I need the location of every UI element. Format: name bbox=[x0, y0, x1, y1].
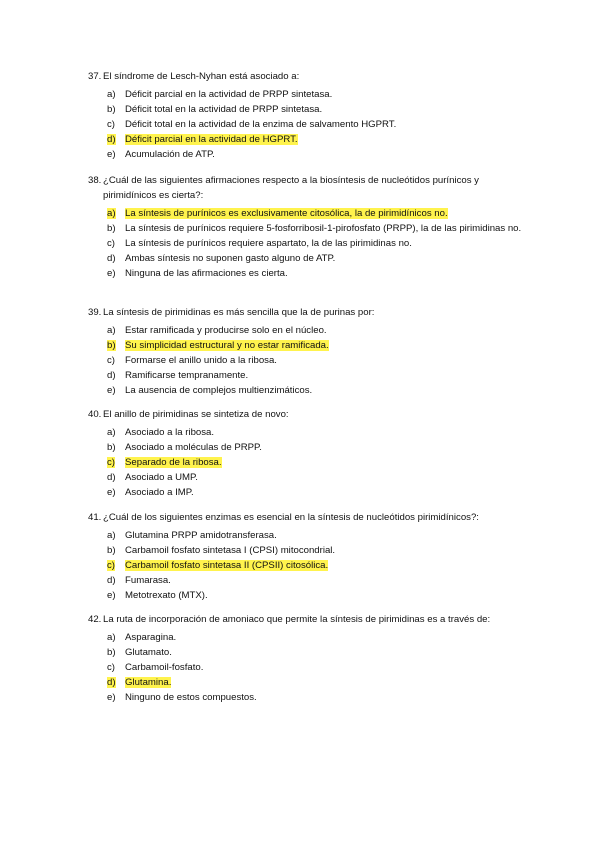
option-letter: d) bbox=[107, 134, 116, 145]
option-d bbox=[107, 573, 528, 588]
options-list bbox=[88, 206, 528, 281]
option-letter: b) bbox=[107, 340, 116, 351]
option-letter: e) bbox=[107, 385, 116, 396]
option-text: Déficit parcial en la actividad de PRPP sintetasa. bbox=[125, 89, 333, 100]
option-text: Asociado a UMP. bbox=[125, 472, 198, 483]
option-letter: b) bbox=[107, 223, 116, 234]
option-letter: b) bbox=[107, 545, 116, 556]
question-38 bbox=[88, 173, 528, 281]
option-letter: d) bbox=[107, 575, 116, 586]
option-e bbox=[107, 690, 528, 705]
option-d bbox=[107, 470, 528, 485]
option-letter: c) bbox=[107, 119, 115, 130]
option-letter: e) bbox=[107, 149, 116, 160]
option-b bbox=[107, 645, 528, 660]
option-letter: a) bbox=[107, 208, 116, 219]
option-text: Asociado a IMP. bbox=[125, 487, 194, 498]
option-b bbox=[107, 221, 528, 236]
option-text: Déficit total en la actividad de la enzima de salvamento HGPRT. bbox=[125, 119, 397, 130]
question-number: 38. bbox=[88, 175, 102, 186]
option-letter: e) bbox=[107, 268, 116, 279]
question-37 bbox=[88, 69, 528, 162]
option-e bbox=[107, 383, 528, 398]
option-text: Asparagina. bbox=[125, 632, 177, 643]
option-a bbox=[107, 87, 528, 102]
question-number: 40. bbox=[88, 409, 102, 420]
option-text: Déficit total en la actividad de PRPP sintetasa. bbox=[125, 104, 323, 115]
option-text: Ramificarse tempranamente. bbox=[125, 370, 249, 381]
options-list bbox=[88, 528, 528, 603]
question-number: 41. bbox=[88, 512, 102, 523]
option-letter: c) bbox=[107, 238, 115, 249]
option-letter: b) bbox=[107, 647, 116, 658]
option-letter: d) bbox=[107, 253, 116, 264]
option-c bbox=[107, 117, 528, 132]
option-e bbox=[107, 485, 528, 500]
question-text: ¿Cuál de los siguientes enzimas es esencial en la síntesis de nucleótidos pirimidínicos?: bbox=[103, 512, 479, 523]
options-list bbox=[88, 630, 528, 705]
options-list bbox=[88, 87, 528, 162]
option-text: Ambas síntesis no suponen gasto alguno de ATP. bbox=[125, 253, 336, 264]
option-letter: b) bbox=[107, 442, 116, 453]
question-text: ¿Cuál de las siguientes afirmaciones respecto a la biosíntesis de nucleótidos purínicos y pirimidínicos es cierta?: bbox=[103, 175, 479, 201]
question-40 bbox=[88, 407, 528, 500]
question-header bbox=[88, 173, 528, 203]
question-header bbox=[88, 69, 528, 84]
option-letter: a) bbox=[107, 89, 116, 100]
option-text-highlighted: Carbamoil fosfato sintetasa II (CPSII) citosólica. bbox=[125, 560, 329, 571]
option-c bbox=[107, 236, 528, 251]
question-41 bbox=[88, 510, 528, 603]
question-header bbox=[88, 305, 528, 320]
question-number: 42. bbox=[88, 614, 102, 625]
question-number: 39. bbox=[88, 307, 102, 318]
option-c bbox=[107, 660, 528, 675]
question-header bbox=[88, 510, 528, 525]
option-text: La síntesis de purínicos requiere 5-fosforribosil-1-pirofosfato (PRPP), la de las pirimidinas no. bbox=[125, 223, 522, 234]
option-text-highlighted: Déficit parcial en la actividad de HGPRT. bbox=[125, 134, 298, 145]
option-c-highlighted bbox=[107, 455, 528, 470]
option-text: La síntesis de purínicos requiere aspartato, la de las pirimidinas no. bbox=[125, 238, 412, 249]
option-letter: d) bbox=[107, 370, 116, 381]
options-list bbox=[88, 425, 528, 500]
option-b bbox=[107, 543, 528, 558]
question-header bbox=[88, 407, 528, 422]
option-text: La ausencia de complejos multienzimáticos. bbox=[125, 385, 313, 396]
option-letter: a) bbox=[107, 325, 116, 336]
option-b-highlighted bbox=[107, 338, 528, 353]
option-letter: e) bbox=[107, 692, 116, 703]
option-letter: c) bbox=[107, 662, 115, 673]
option-letter: c) bbox=[107, 355, 115, 366]
option-text-highlighted: Separado de la ribosa. bbox=[125, 457, 222, 468]
option-letter: c) bbox=[107, 457, 115, 468]
option-text-highlighted: La síntesis de purínicos es exclusivamente citosólica, la de pirimidínicos no. bbox=[125, 208, 448, 219]
option-text: Asociado a la ribosa. bbox=[125, 427, 215, 438]
question-text: El síndrome de Lesch-Nyhan está asociado a: bbox=[103, 71, 300, 82]
option-e bbox=[107, 147, 528, 162]
option-text: Ninguno de estos compuestos. bbox=[125, 692, 257, 703]
question-42 bbox=[88, 612, 528, 705]
question-text: La ruta de incorporación de amoniaco que permite la síntesis de pirimidinas es a través de: bbox=[103, 614, 491, 625]
option-c-highlighted bbox=[107, 558, 528, 573]
option-letter: a) bbox=[107, 427, 116, 438]
option-d bbox=[107, 251, 528, 266]
option-text: Acumulación de ATP. bbox=[125, 149, 215, 160]
option-text: Carbamoil-fosfato. bbox=[125, 662, 204, 673]
option-letter: d) bbox=[107, 677, 116, 688]
option-text: Fumarasa. bbox=[125, 575, 171, 586]
option-a bbox=[107, 323, 528, 338]
question-header bbox=[88, 612, 528, 627]
option-text: Asociado a moléculas de PRPP. bbox=[125, 442, 262, 453]
option-letter: c) bbox=[107, 560, 115, 571]
option-d-highlighted bbox=[107, 132, 528, 147]
option-d-highlighted bbox=[107, 675, 528, 690]
option-text: Glutamina PRPP amidotransferasa. bbox=[125, 530, 277, 541]
question-text: El anillo de pirimidinas se sintetiza de novo: bbox=[103, 409, 289, 420]
question-number: 37. bbox=[88, 71, 102, 82]
option-text: Estar ramificada y producirse solo en el núcleo. bbox=[125, 325, 327, 336]
option-text: Metotrexato (MTX). bbox=[125, 590, 208, 601]
option-text: Carbamoil fosfato sintetasa I (CPSI) mitocondrial. bbox=[125, 545, 336, 556]
option-text: Formarse el anillo unido a la ribosa. bbox=[125, 355, 277, 366]
option-a bbox=[107, 425, 528, 440]
options-list bbox=[88, 323, 528, 398]
option-a bbox=[107, 630, 528, 645]
option-letter: a) bbox=[107, 632, 116, 643]
question-text: La síntesis de pirimidinas es más sencilla que la de purinas por: bbox=[103, 307, 375, 318]
question-39 bbox=[88, 305, 528, 398]
option-letter: a) bbox=[107, 530, 116, 541]
option-c bbox=[107, 353, 528, 368]
option-a-highlighted bbox=[107, 206, 528, 221]
option-text: Glutamato. bbox=[125, 647, 172, 658]
option-letter: d) bbox=[107, 472, 116, 483]
option-b bbox=[107, 440, 528, 455]
option-d bbox=[107, 368, 528, 383]
option-e bbox=[107, 266, 528, 281]
option-b bbox=[107, 102, 528, 117]
option-text: Ninguna de las afirmaciones es cierta. bbox=[125, 268, 288, 279]
option-a bbox=[107, 528, 528, 543]
option-text-highlighted: Glutamina. bbox=[125, 677, 172, 688]
option-letter: e) bbox=[107, 590, 116, 601]
option-e bbox=[107, 588, 528, 603]
option-letter: e) bbox=[107, 487, 116, 498]
option-letter: b) bbox=[107, 104, 116, 115]
option-text-highlighted: Su simplicidad estructural y no estar ramificada. bbox=[125, 340, 329, 351]
